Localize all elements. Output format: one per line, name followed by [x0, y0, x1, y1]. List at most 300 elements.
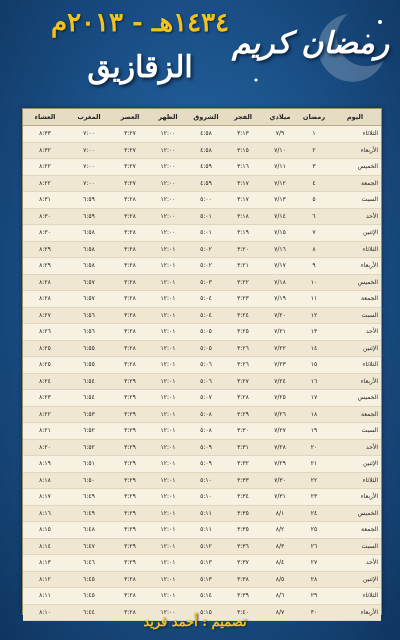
time-cell: ١٨	[299, 406, 329, 423]
time-cell: ٣:٢٨	[111, 571, 149, 588]
time-cell: ٣:٢٨	[111, 324, 149, 341]
time-cell: ١٢:٠١	[149, 439, 187, 456]
time-cell: ٣:٢٨	[111, 225, 149, 242]
time-cell: ١٢:٠١	[149, 472, 187, 489]
time-cell: ٣:٣٨	[225, 571, 261, 588]
column-header: العشاء	[23, 109, 67, 126]
time-cell: ٨:٢٤	[23, 373, 67, 390]
time-cell: ٨:٣٢	[23, 142, 67, 159]
time-cell: ٧/١٠	[261, 142, 299, 159]
time-cell: ٨/٤	[261, 555, 299, 572]
time-cell: ٣:٢٧	[111, 142, 149, 159]
table-row	[23, 142, 381, 159]
time-cell: ٨:٢٦	[23, 324, 67, 341]
time-cell: ٨:٣٠	[23, 208, 67, 225]
table-row	[23, 588, 381, 605]
time-cell: ٢	[299, 142, 329, 159]
time-cell: ١٢:٠٠	[149, 126, 187, 143]
table-row	[23, 159, 381, 176]
day-cell: السبت	[329, 307, 381, 324]
time-cell: ٣:٢٩	[111, 439, 149, 456]
day-cell: الثلاثاء	[329, 357, 381, 374]
time-cell: ٣:٣٣	[225, 472, 261, 489]
time-cell: ٨:١٠	[23, 604, 67, 621]
time-cell: ٧/٩	[261, 126, 299, 143]
time-cell: ٣:٣٥	[225, 522, 261, 539]
time-cell: ٢٧	[299, 555, 329, 572]
time-cell: ١٣	[299, 324, 329, 341]
designer-credit: تصميم : أحمد فريد	[143, 615, 247, 630]
time-cell: ٢٢	[299, 472, 329, 489]
time-cell: ٦:٥١	[67, 456, 111, 473]
time-cell: ١	[299, 126, 329, 143]
time-cell: ٧/٢٩	[261, 456, 299, 473]
column-header: الظهر	[149, 109, 187, 126]
time-cell: ٨:٢٩	[23, 258, 67, 275]
time-cell: ١٧	[299, 390, 329, 407]
day-cell: الأربعاء	[329, 373, 381, 390]
table-row	[23, 522, 381, 539]
table-row	[23, 324, 381, 341]
time-cell: ١١	[299, 291, 329, 308]
time-cell: ٤	[299, 175, 329, 192]
day-cell: السبت	[329, 538, 381, 555]
time-cell: ٣:٢٧	[111, 159, 149, 176]
time-cell: ٥:٠٨	[187, 423, 225, 440]
time-cell: ١٢:٠١	[149, 340, 187, 357]
time-cell: ١٤	[299, 340, 329, 357]
table-row	[23, 439, 381, 456]
time-cell: ٣:٢٣	[225, 291, 261, 308]
time-cell: ٨	[299, 241, 329, 258]
time-cell: ٦:٤٧	[67, 538, 111, 555]
time-cell: ٦:٥٤	[67, 373, 111, 390]
time-cell: ٨/١	[261, 505, 299, 522]
time-cell: ٦:٥٥	[67, 340, 111, 357]
day-cell: الأربعاء	[329, 258, 381, 275]
time-cell: ٥:١١	[187, 522, 225, 539]
table-row	[23, 192, 381, 209]
time-cell: ١٢:٠١	[149, 274, 187, 291]
time-cell: ١٢:٠١	[149, 489, 187, 506]
year-title: ١٤٣٤هـ - ٢٠١٣م	[50, 8, 230, 38]
time-cell: ٣:٢١	[225, 258, 261, 275]
day-cell: الخميس	[329, 390, 381, 407]
table-row	[23, 258, 381, 275]
time-cell: ٥:١٥	[187, 604, 225, 621]
time-cell: ١٢:٠١	[149, 373, 187, 390]
time-cell: ٣:٢٩	[111, 489, 149, 506]
table-row	[23, 208, 381, 225]
time-cell: ٣:٢٧	[111, 126, 149, 143]
time-cell: ٦:٤٨	[67, 522, 111, 539]
time-cell: ٨:٢٨	[23, 274, 67, 291]
time-cell: ٧/١٧	[261, 258, 299, 275]
time-cell: ٦:٤٥	[67, 571, 111, 588]
day-cell: الأحد	[329, 324, 381, 341]
table-row	[23, 472, 381, 489]
time-cell: ١٢:٠١	[149, 406, 187, 423]
time-cell: ٣:٢٨	[111, 604, 149, 621]
time-cell: ٣:٢٩	[111, 538, 149, 555]
time-cell: ٦:٥٦	[67, 324, 111, 341]
time-cell: ٧/٢١	[261, 324, 299, 341]
day-cell: الأحد	[329, 208, 381, 225]
time-cell: ٤:٥٩	[187, 159, 225, 176]
day-cell: الأربعاء	[329, 142, 381, 159]
table-row	[23, 225, 381, 242]
time-cell: ٦:٥٩	[67, 208, 111, 225]
ramadan-kareem-logo	[228, 6, 393, 96]
time-cell: ٣:٣٩	[225, 588, 261, 605]
time-cell: ٧/٢٠	[261, 307, 299, 324]
time-cell: ٣:٢٠	[225, 241, 261, 258]
time-cell: ٧/٢٦	[261, 406, 299, 423]
timetable	[23, 109, 381, 621]
time-cell: ٣:١٣	[225, 126, 261, 143]
day-cell: الثلاثاء	[329, 588, 381, 605]
day-cell: الإثنين	[329, 456, 381, 473]
time-cell: ٣:٢٨	[111, 291, 149, 308]
time-cell: ٣:٢٨	[111, 192, 149, 209]
time-cell: ٢٤	[299, 505, 329, 522]
time-cell: ٣:٣٠	[225, 423, 261, 440]
time-cell: ٧:٠٠	[67, 159, 111, 176]
table-row	[23, 291, 381, 308]
time-cell: ٣:٢٩	[111, 522, 149, 539]
time-cell: ٦:٥٨	[67, 241, 111, 258]
time-cell: ٣:٢٨	[111, 241, 149, 258]
time-cell: ١٢:٠١	[149, 241, 187, 258]
time-cell: ٥:٠٦	[187, 357, 225, 374]
time-cell: ١٢:٠١	[149, 505, 187, 522]
time-cell: ٦:٥٩	[67, 192, 111, 209]
day-cell: الأربعاء	[329, 489, 381, 506]
time-cell: ١٢:٠٠	[149, 159, 187, 176]
time-cell: ٣:٢٩	[111, 555, 149, 572]
day-cell: الجمعة	[329, 522, 381, 539]
column-header: المغرب	[67, 109, 111, 126]
time-cell: ٨:٢٥	[23, 357, 67, 374]
time-cell: ٢٦	[299, 538, 329, 555]
time-cell: ١٢:٠١	[149, 258, 187, 275]
time-cell: ٥	[299, 192, 329, 209]
time-cell: ٨:٢٢	[23, 406, 67, 423]
day-cell: الإثنين	[329, 571, 381, 588]
time-cell: ٦:٥٨	[67, 225, 111, 242]
prayer-times-table	[22, 108, 382, 615]
time-cell: ٦:٤٩	[67, 505, 111, 522]
time-cell: ١٥	[299, 357, 329, 374]
time-cell: ٧/١٦	[261, 241, 299, 258]
time-cell: ٨:٣١	[23, 192, 67, 209]
time-cell: ٦:٤٤	[67, 604, 111, 621]
time-cell: ٨:٢٠	[23, 439, 67, 456]
time-cell: ٥:١٠	[187, 472, 225, 489]
day-cell: الأحد	[329, 555, 381, 572]
time-cell: ١٦	[299, 373, 329, 390]
time-cell: ١٢:٠١	[149, 522, 187, 539]
table-row	[23, 241, 381, 258]
logo-text: رمضان كريم	[231, 26, 390, 61]
time-cell: ٥:٠٢	[187, 258, 225, 275]
time-cell: ١٢:٠٠	[149, 604, 187, 621]
day-cell: الأحد	[329, 439, 381, 456]
time-cell: ٧/٣١	[261, 489, 299, 506]
time-cell: ١٢:٠١	[149, 307, 187, 324]
time-cell: ٣:٢٧	[111, 175, 149, 192]
time-cell: ٥:٠٤	[187, 307, 225, 324]
table-row	[23, 423, 381, 440]
day-cell: الإثنين	[329, 340, 381, 357]
time-cell: ١٢:٠٠	[149, 175, 187, 192]
time-cell: ٥:٠٤	[187, 291, 225, 308]
time-cell: ١٢:٠٠	[149, 142, 187, 159]
table-row	[23, 538, 381, 555]
day-cell: السبت	[329, 423, 381, 440]
time-cell: ٦:٥٧	[67, 291, 111, 308]
table-row	[23, 357, 381, 374]
time-cell: ٣:٢٩	[111, 373, 149, 390]
time-cell: ٧	[299, 225, 329, 242]
time-cell: ٥:٠٢	[187, 241, 225, 258]
table-row	[23, 505, 381, 522]
time-cell: ٣:٢٨	[111, 258, 149, 275]
time-cell: ٩	[299, 258, 329, 275]
time-cell: ٥:١٠	[187, 489, 225, 506]
time-cell: ٣:٢٩	[111, 472, 149, 489]
time-cell: ٧/٢٧	[261, 423, 299, 440]
time-cell: ٣:٣٢	[225, 456, 261, 473]
time-cell: ٦:٥٨	[67, 258, 111, 275]
time-cell: ٣:٢٨	[111, 357, 149, 374]
time-cell: ٥:١٣	[187, 555, 225, 572]
time-cell: ١٢:٠٠	[149, 225, 187, 242]
time-cell: ٢٥	[299, 522, 329, 539]
time-cell: ١٢:٠١	[149, 456, 187, 473]
time-cell: ٨:١٣	[23, 555, 67, 572]
time-cell: ١٢:٠٠	[149, 208, 187, 225]
time-cell: ٢٠	[299, 439, 329, 456]
time-cell: ٣:١٨	[225, 208, 261, 225]
city-title: الزقازيق	[87, 50, 193, 85]
day-cell: الخميس	[329, 505, 381, 522]
table-row	[23, 175, 381, 192]
time-cell: ٢٣	[299, 489, 329, 506]
table-row	[23, 390, 381, 407]
time-cell: ٣:٣٧	[225, 555, 261, 572]
time-cell: ٣:٢٨	[111, 208, 149, 225]
time-cell: ٥:١٤	[187, 588, 225, 605]
time-cell: ١٢:٠٠	[149, 192, 187, 209]
day-cell: الجمعة	[329, 175, 381, 192]
time-cell: ٣:٢٩	[111, 505, 149, 522]
time-cell: ١٠	[299, 274, 329, 291]
time-cell: ٨:٢٢	[23, 175, 67, 192]
time-cell: ٥:١٢	[187, 538, 225, 555]
time-cell: ٧/١٥	[261, 225, 299, 242]
time-cell: ٣:٢٤	[225, 307, 261, 324]
time-cell: ٣:٢٩	[111, 390, 149, 407]
time-cell: ٣:١٩	[225, 225, 261, 242]
time-cell: ٣	[299, 159, 329, 176]
time-cell: ٧/٢٣	[261, 357, 299, 374]
time-cell: ٢٩	[299, 588, 329, 605]
time-cell: ٥:٠٩	[187, 439, 225, 456]
column-header: ميلادي	[261, 109, 299, 126]
time-cell: ٨:٢٨	[23, 291, 67, 308]
time-cell: ٧/٢٢	[261, 340, 299, 357]
time-cell: ٣:١٦	[225, 159, 261, 176]
time-cell: ٧:٠٠	[67, 142, 111, 159]
time-cell: ١٢:٠١	[149, 390, 187, 407]
day-cell: الثلاثاء	[329, 126, 381, 143]
day-cell: السبت	[329, 192, 381, 209]
day-cell: الثلاثاء	[329, 472, 381, 489]
time-cell: ٨/٣	[261, 538, 299, 555]
time-cell: ٦:٥٣	[67, 406, 111, 423]
column-header: اليوم	[329, 109, 381, 126]
time-cell: ٥:٠٨	[187, 406, 225, 423]
column-header: الفجر	[225, 109, 261, 126]
time-cell: ٧/١٣	[261, 192, 299, 209]
time-cell: ٣:٢٨	[111, 340, 149, 357]
time-cell: ٧/٢٥	[261, 390, 299, 407]
time-cell: ٣:٢٧	[225, 373, 261, 390]
time-cell: ٦	[299, 208, 329, 225]
column-header: رمضان	[299, 109, 329, 126]
time-cell: ٨:٢٢	[23, 159, 67, 176]
table-row	[23, 555, 381, 572]
time-cell: ٥:٠٣	[187, 274, 225, 291]
time-cell: ٧/١٤	[261, 208, 299, 225]
time-cell: ٢١	[299, 456, 329, 473]
time-cell: ١٢:٠١	[149, 423, 187, 440]
time-cell: ٣:٢٩	[111, 456, 149, 473]
day-cell: الجمعة	[329, 406, 381, 423]
time-cell: ٣:٢٩	[111, 423, 149, 440]
time-cell: ٥:٠٧	[187, 390, 225, 407]
time-cell: ٧:٠٠	[67, 126, 111, 143]
table-row	[23, 340, 381, 357]
time-cell: ٦:٤٥	[67, 588, 111, 605]
time-cell: ٧:٠٠	[67, 175, 111, 192]
time-cell: ٨:٣٣	[23, 126, 67, 143]
time-cell: ٧/١١	[261, 159, 299, 176]
time-cell: ٦:٥٤	[67, 390, 111, 407]
time-cell: ٣:٣١	[225, 439, 261, 456]
time-cell: ٥:١٣	[187, 571, 225, 588]
time-cell: ٧/١٢	[261, 175, 299, 192]
time-cell: ٣:٢٩	[225, 406, 261, 423]
time-cell: ٥:٠٦	[187, 373, 225, 390]
time-cell: ١٢:٠١	[149, 538, 187, 555]
table-row	[23, 406, 381, 423]
time-cell: ٣:١٥	[225, 142, 261, 159]
time-cell: ١٢:٠١	[149, 555, 187, 572]
time-cell: ١٢	[299, 307, 329, 324]
time-cell: ٥:٠٩	[187, 456, 225, 473]
time-cell: ٦:٥٠	[67, 472, 111, 489]
time-cell: ٧/٢٨	[261, 439, 299, 456]
time-cell: ٣:١٧	[225, 192, 261, 209]
time-cell: ١٢:٠١	[149, 357, 187, 374]
time-cell: ٦:٥٢	[67, 423, 111, 440]
time-cell: ٣:٤٠	[225, 604, 261, 621]
time-cell: ٧/٢٤	[261, 373, 299, 390]
time-cell: ١٢:٠١	[149, 588, 187, 605]
table-row	[23, 126, 381, 143]
time-cell: ٨:٢٧	[23, 307, 67, 324]
time-cell: ٨:١٦	[23, 505, 67, 522]
day-cell: الجمعة	[329, 291, 381, 308]
time-cell: ٨:١٢	[23, 571, 67, 588]
time-cell: ٦:٥٦	[67, 307, 111, 324]
time-cell: ٦:٥٥	[67, 357, 111, 374]
time-cell: ٣:٣٤	[225, 489, 261, 506]
time-cell: ١٢:٠١	[149, 571, 187, 588]
time-cell: ٥:٠٠	[187, 192, 225, 209]
time-cell: ٣:٢٥	[225, 324, 261, 341]
table-row	[23, 489, 381, 506]
time-cell: ٣:٣٥	[225, 505, 261, 522]
time-cell: ٨/٥	[261, 571, 299, 588]
day-cell: الأربعاء	[329, 604, 381, 621]
time-cell: ٨:١٥	[23, 522, 67, 539]
time-cell: ٦:٥٢	[67, 439, 111, 456]
time-cell: ٦:٥٧	[67, 274, 111, 291]
time-cell: ٤:٥٨	[187, 126, 225, 143]
time-cell: ٨/٢	[261, 522, 299, 539]
time-cell: ٨:٢٣	[23, 390, 67, 407]
time-cell: ٥:٠١	[187, 208, 225, 225]
time-cell: ٣:١٧	[225, 175, 261, 192]
time-cell: ٨:١٨	[23, 472, 67, 489]
time-cell: ٥:٠٥	[187, 324, 225, 341]
time-cell: ٦:٤٩	[67, 489, 111, 506]
table-row	[23, 307, 381, 324]
time-cell: ٣:٣٦	[225, 538, 261, 555]
time-cell: ٧/١٨	[261, 274, 299, 291]
table-header-row	[23, 109, 381, 126]
time-cell: ٨:٢٩	[23, 241, 67, 258]
time-cell: ٧/١٩	[261, 291, 299, 308]
time-cell: ٥:٠٥	[187, 340, 225, 357]
table-body	[23, 126, 381, 621]
time-cell: ٨:١١	[23, 588, 67, 605]
table-row	[23, 456, 381, 473]
time-cell: ٤:٥٩	[187, 175, 225, 192]
time-cell: ٨:١٩	[23, 456, 67, 473]
time-cell: ٤:٥٨	[187, 142, 225, 159]
time-cell: ٣:٢٨	[111, 274, 149, 291]
time-cell: ٨:٢٥	[23, 340, 67, 357]
time-cell: ٥:٠١	[187, 225, 225, 242]
header	[0, 0, 400, 105]
time-cell: ٨:١٧	[23, 489, 67, 506]
day-cell: الإثنين	[329, 225, 381, 242]
time-cell: ٣:٢٢	[225, 274, 261, 291]
day-cell: الثلاثاء	[329, 241, 381, 258]
table-row	[23, 373, 381, 390]
time-cell: ٢٨	[299, 571, 329, 588]
table-row	[23, 274, 381, 291]
time-cell: ٣:٢٨	[111, 307, 149, 324]
time-cell: ٣٠	[299, 604, 329, 621]
column-header: الشروق	[187, 109, 225, 126]
day-cell: الخميس	[329, 274, 381, 291]
time-cell: ٨/٦	[261, 588, 299, 605]
